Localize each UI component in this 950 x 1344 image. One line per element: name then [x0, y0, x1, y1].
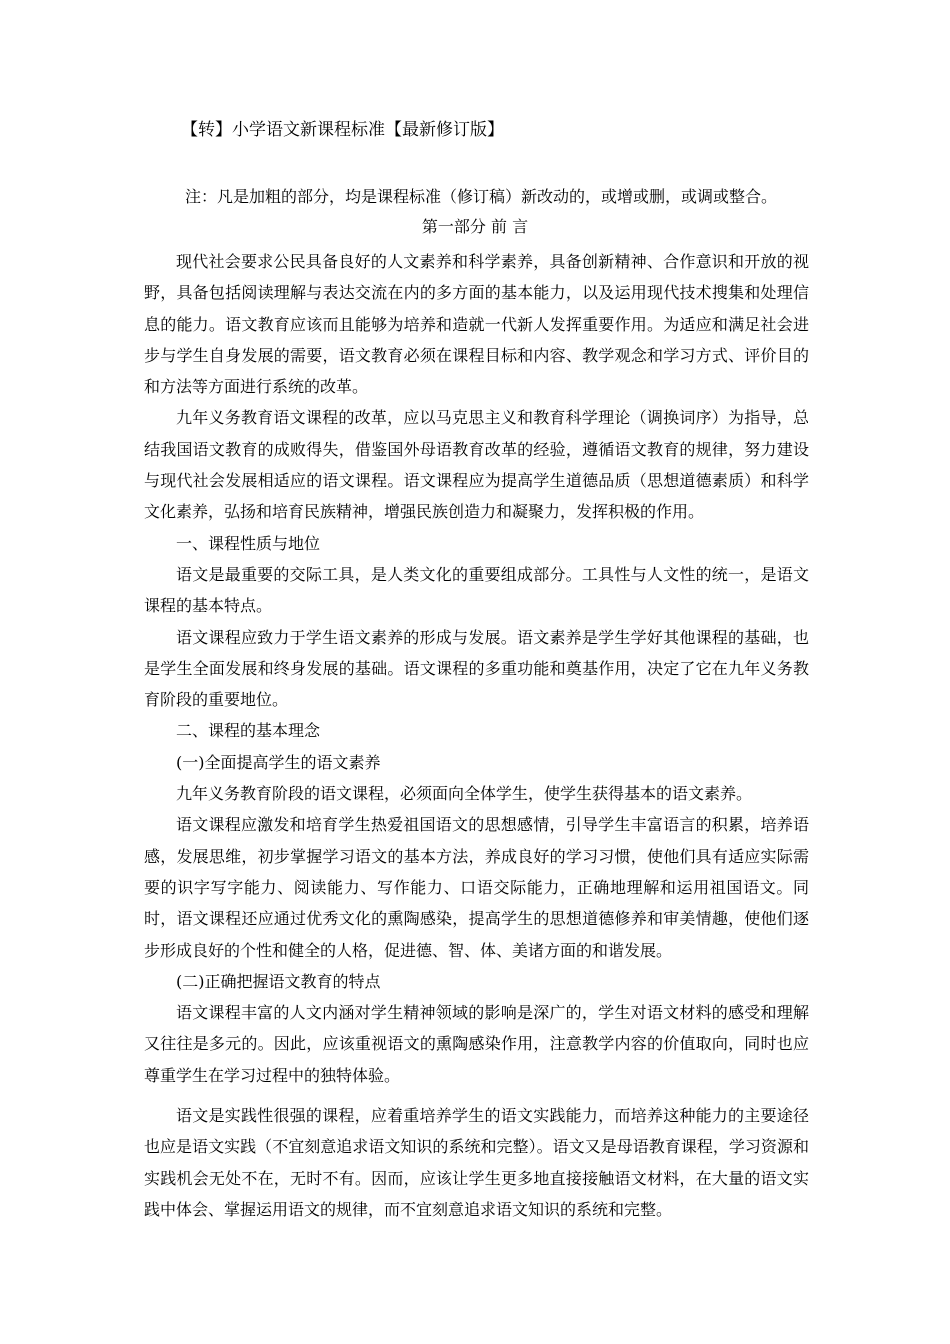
section-heading: 二、课程的基本理念 — [176, 721, 321, 741]
paragraph: 语文是实践性很强的课程，应着重培养学生的语文实践能力，而培养这种能力的主要途径也应是语文实践（不宜刻意追求语文知识的系统和完整）。语文又是母语教育课程，学习资源和实践机会无处不在，无时不有。因而，应该让学生更多地直接接触语文材料，在大量的语文实践中体会、掌握运用语文的规律，而不宜刻意追求语文知识的系统和完整。 — [144, 1106, 809, 1219]
paragraph: 语文课程应致力于学生语文素养的形成与发展。语文素养是学生学好其他课程的基础，也是学生全面发展和终身发展的基础。语文课程的多重功能和奠基作用，决定了它在九年义务教育阶段的重要地位。 — [144, 627, 809, 710]
part-heading: 第一部分 前 言 — [421, 217, 529, 236]
document-title: 【转】小学语文新课程标准【最新修订版】 — [181, 120, 504, 140]
subsection-heading: (二)正确把握语文教育的特点 — [176, 971, 381, 991]
paragraph: 语文课程应激发和培育学生热爱祖国语文的思想感情，引导学生丰富语言的积累，培养语感，发展思维，初步掌握学习语文的基本方法，养成良好的学习习惯，使他们具有适应实际需要的识字写字能力、阅读能力、写作能力、口语交际能力，正确地理解和运用祖国语文。同时，语文课程还应通过优秀文化的熏陶感染，提高学生的思想道德修养和审美情趣，使他们逐步形成良好的个性和健全的人格，促进德、智、体、美诸方面的和谐发展。 — [144, 815, 809, 960]
document-body — [144, 246, 809, 1225]
paragraph: 语文课程丰富的人文内涵对学生精神领域的影响是深广的，学生对语文材料的感受和理解又往往是多元的。因此，应该重视语文的熏陶感染作用，注意教学内容的价值取向，同时也应尊重学生在学习过程中的独特体验。 — [144, 1003, 809, 1085]
paragraph: 语文是最重要的交际工具，是人类文化的重要组成部分。工具性与人文性的统一，是语文课程的基本特点。 — [144, 564, 809, 616]
paragraph: 九年义务教育阶段的语文课程，必须面向全体学生，使学生获得基本的语文素养。 — [176, 784, 753, 804]
paragraph: 九年义务教育语文课程的改革，应以马克思主义和教育科学理论（调换词序）为指导，总结我国语文教育的成败得失，借鉴国外母语教育改革的经验，遵循语文教育的规律，努力建设与现代社会发展相适应的语文课程。语文课程应为提高学生道德品质（思想道德素质）和科学文化素养，弘扬和培育民族精神，增强民族创造力和凝聚力，发挥积极的作用。 — [144, 408, 809, 522]
section-heading: 一、课程性质与地位 — [176, 533, 321, 553]
revision-note: 注：凡是加粗的部分，均是课程标准（修订稿）新改动的，或增或删，或调或整合。 — [185, 187, 778, 206]
paragraph: 现代社会要求公民具备良好的人文素养和科学素养，具备创新精神、合作意识和开放的视野，具备包括阅读理解与表达交流在内的多方面的基本能力，以及运用现代技术搜集和处理信息的能力。语文教育应该而且能够为培养和造就一代新人发挥重要作用。为适应和满足社会进步与学生自身发展的需要，语文教育必须在课程目标和内容、教学观念和学习方式、评价目的和方法等方面进行系统的改革。 — [144, 252, 809, 397]
subsection-heading: (一)全面提高学生的语文素养 — [176, 752, 381, 772]
